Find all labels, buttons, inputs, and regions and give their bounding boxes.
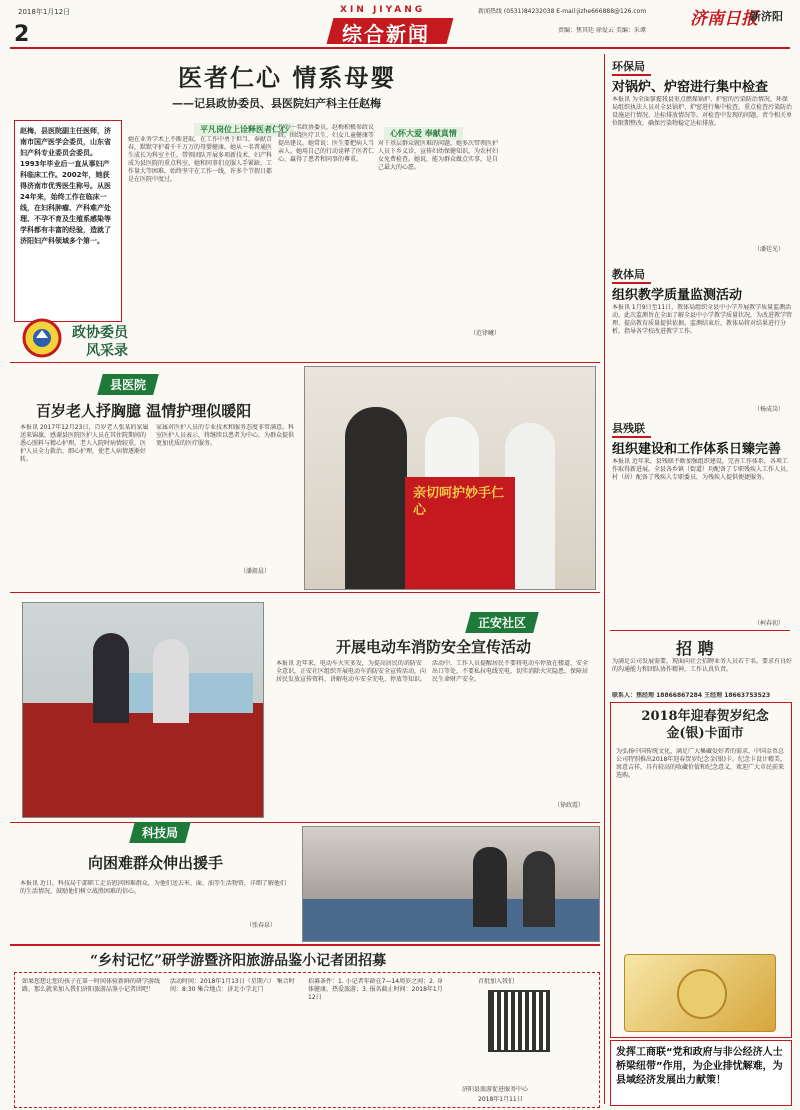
footer-slogan: 发挥工商联“党和政府与非公经济人士桥梁纽带”作用，为企业排忧解难，为县域经济发展出力献策！ bbox=[616, 1047, 783, 1086]
badge-line-1: 政协委员 bbox=[72, 325, 128, 341]
lead-title: 医者仁心 情系母婴 bbox=[178, 63, 397, 92]
ad-col-1: 如果您想让您的孩子在第一时间体验新鲜的研学游线路，那么就来加入我们济阳旅游品鉴小记者团吧！ bbox=[22, 978, 161, 993]
tech-photo bbox=[302, 826, 600, 942]
job-rule bbox=[610, 630, 790, 631]
job-body: 为满足公司发展需要，现面向社会招聘业务人员若干名，要求有良好的沟通能力和团队协作精神，工作认真负责。 bbox=[612, 658, 792, 673]
supplement-name: 新济阳 bbox=[750, 10, 783, 23]
ad-scan-text: 首批加入我们 bbox=[478, 978, 515, 985]
community-photo bbox=[22, 602, 264, 818]
hospital-body-2: 家属对医护人员的专业技术和服务态度非常满意。科室医护人员表示，将继续以患者为中心，为群众提供更加优质的医疗服务。 bbox=[156, 424, 295, 447]
divider-4 bbox=[10, 944, 600, 946]
tech-author: （张春泉） bbox=[246, 922, 277, 929]
community-body-1: 本报讯 近年来，电动车火灾多发，为提高居民的消防安全意识，正安社区组织开展电动车消防安全宣传活动，向居民发放宣传资料，讲解电动车安全充电、停放等知识。 bbox=[276, 660, 426, 683]
page-pinyin: XIN JIYANG bbox=[340, 5, 426, 15]
lead-col-2: 作为一名政协委员，赵梅积极参政议政，围绕医疗卫生、妇女儿童健康等提出建议。她常说：医生要把病人当亲人。她用自己的行动诠释了医者仁心，赢得了患者和同事的尊重。 bbox=[278, 124, 374, 163]
ad-col-2: 活动时间：2018年1月13日（星期六） 集合时间：8:30 集合地点：济北小学北门 bbox=[170, 978, 295, 993]
badge-line-2: 风采录 bbox=[86, 343, 128, 359]
lead-highlight-2: 心怀大爱 奉献真情 bbox=[384, 127, 463, 140]
banner-text: 亲切呵护妙手仁心 bbox=[413, 486, 505, 518]
hospital-tag: 县医院 bbox=[97, 374, 159, 395]
coin-body: 为弘扬中国传统文化，满足广大集藏爱好者的需求，中国金币总公司特别推出2018年迎春贺岁纪念金(银)卡。纪念卡设计精美，寓意吉祥，具有较高的收藏价值和纪念意义，欢迎广大市民前来选购。 bbox=[616, 748, 786, 779]
header-rule bbox=[10, 47, 790, 49]
lead-author: （范律曦） bbox=[470, 330, 501, 337]
community-author: （徐政霞） bbox=[554, 802, 585, 809]
header bbox=[0, 0, 800, 50]
tech-title: 向困难群众伸出援手 bbox=[88, 854, 224, 872]
editors: 责编：焦其廷 徐爱云 美编：朱谭 bbox=[558, 27, 646, 34]
edu-body: 本报讯 1月9日至11日，教体局组织全县中小学开展教学质量监测活动。此次监测旨在全面了解全县中小学教学质量状况，为改进教学管理、提高教育质量提供依据。监测结束后，教体局将对结果进行分析，指导各学校改进教学工作。 bbox=[612, 304, 792, 335]
lead-col-3: 对于基层群众就医难的问题，她多次带领医护人员下乡义诊，宣传妇幼保健知识，为农村妇女免费检查。她说，能为群众做点实事，是自己最大的心愿。 bbox=[378, 140, 499, 171]
env-title: 对锅炉、炉窑进行集中检查 bbox=[612, 80, 769, 95]
ad-title: “乡村记忆”研学游暨济阳旅游品鉴小记者团招募 bbox=[90, 953, 387, 969]
dis-author: （柯春初） bbox=[754, 620, 785, 627]
ad-date: 2018年1月11日 bbox=[478, 1096, 523, 1103]
hospital-photo bbox=[304, 366, 596, 590]
dis-title: 组织建设和工作体系日臻完善 bbox=[612, 442, 782, 457]
hospital-author: （潘鉏晨） bbox=[240, 568, 271, 575]
person-left bbox=[93, 633, 129, 723]
qr-code[interactable] bbox=[488, 990, 550, 1052]
env-author: （潘廷光） bbox=[754, 246, 785, 253]
edu-author: （杨成岗） bbox=[754, 406, 785, 413]
ad-col-3: 招募条件：1. 小记者年龄在7—14周岁之间；2. 身体健康，热爱旅游；3. 报名截止时间：2018年1月12日 bbox=[308, 978, 443, 1001]
tech-tag: 科技局 bbox=[129, 822, 191, 843]
hospital-title: 百岁老人抒胸臆 温情护理似暖阳 bbox=[36, 402, 252, 420]
job-contact: 联系人：焦经理 18866867284 王经理 18663753523 bbox=[612, 692, 771, 699]
coin-disc bbox=[677, 969, 727, 1019]
lead-subtitle: ——记县政协委员、县医院妇产科主任赵梅 bbox=[172, 97, 381, 110]
dis-body: 本报讯 近年来，县残联不断加强组织建设，完善工作体系，各项工作取得新进展。全县各乡镇（街道）均配备了专职残疾人工作人员，村（居）配备了残疾人专职委员，为残疾人提供便捷服务。 bbox=[612, 458, 792, 481]
visitor-1 bbox=[473, 847, 507, 927]
env-tag: 环保局 bbox=[612, 58, 651, 76]
person-man bbox=[345, 407, 407, 589]
lead-col-1: 她在业务学术上不断进取，在工作中勇于担当，奉献青春，默默守护着千千万万的母婴健康。她从一名普通医生成长为科室主任，带领团队开展多项新技术，妇产科成为县医院的重点科室。她和同事们克服人手紧缺、工作量大等困难，始终坚守在工作一线，许多个节假日都是在医院中度过。 bbox=[128, 136, 273, 183]
issue-date: 2018年1月12日 bbox=[18, 8, 71, 16]
masthead-logo: 济南日报 bbox=[690, 9, 758, 29]
person-right bbox=[153, 639, 189, 723]
lead-highlight-1: 平凡岗位上诠释医者仁心 bbox=[194, 123, 294, 136]
page-number: 2 bbox=[14, 22, 30, 47]
tech-body: 本报讯 近日，科技局干部职工走访慰问困难群众，为他们送去米、面、油等生活物资，详细了解他们的生活情况，鼓励他们树立战胜困难的信心。 bbox=[20, 880, 286, 895]
divider-3 bbox=[10, 822, 600, 823]
edu-title: 组织教学质量监测活动 bbox=[612, 288, 743, 303]
env-body: 本报讯 为全面掌握我县重点燃煤锅炉、炉窑的污染防治情况，环保局组织执法人员对全县锅炉、炉窑进行集中检查，重点检查污染防治设施运行情况、达标排放情况等。对检查中发现的问题，责令相关单位限期整改，确保污染物稳定达标排放。 bbox=[612, 96, 792, 127]
truck-cargo bbox=[23, 703, 263, 817]
community-tag: 正安社区 bbox=[465, 612, 539, 633]
ad-org: 济阳县旅游促进服务中心 bbox=[462, 1086, 529, 1093]
hotline: 新闻热线 (0531)84232038 E-mail:jizhe666888@126.com bbox=[478, 8, 647, 15]
coin-title: 2018年迎春贺岁纪念金(银)卡面市 bbox=[641, 709, 769, 741]
community-body-2: 活动中，工作人员提醒居民不要将电动车停放在楼道、安全出口等处，不要私拉电线充电，切实消除火灾隐患，保障居民生命财产安全。 bbox=[432, 660, 589, 683]
sidebar-divider bbox=[604, 54, 605, 1104]
divider-2 bbox=[10, 592, 600, 593]
cppcc-emblem bbox=[22, 318, 62, 358]
community-title: 开展电动车消防安全宣传活动 bbox=[336, 638, 532, 656]
section-title: 综合新闻 bbox=[342, 22, 430, 46]
edu-tag: 教体局 bbox=[612, 266, 651, 284]
divider-1 bbox=[10, 362, 600, 363]
dis-tag: 县残联 bbox=[612, 420, 651, 438]
visitor-2 bbox=[523, 851, 555, 927]
hospital-body-1: 本报讯 2017年12月23日，百岁老人张某的家属送来锦旗，感谢县医院医护人员在其住院期间的悉心照料与精心护理。老人入院时病情较重，医护人员全力救治，细心护理，使老人病情逐渐好转。 bbox=[20, 424, 149, 463]
job-title: 招 聘 bbox=[676, 639, 714, 658]
bio-text: 赵梅，县医院副主任医师，济南市国产医学会委员，山东省妇产科专业委员会委员。1993年毕业后一直从事妇产科临床工作。2002年，她获得济南市优秀医生称号。从医24年来，始终工作在临床一线，在妇科肿瘤、产科难产处理、不孕不育及生殖系感染等学科都有丰富的经验，造就了济阳妇产科领域多个第一。 bbox=[20, 127, 111, 245]
coin-card-image bbox=[624, 954, 776, 1032]
